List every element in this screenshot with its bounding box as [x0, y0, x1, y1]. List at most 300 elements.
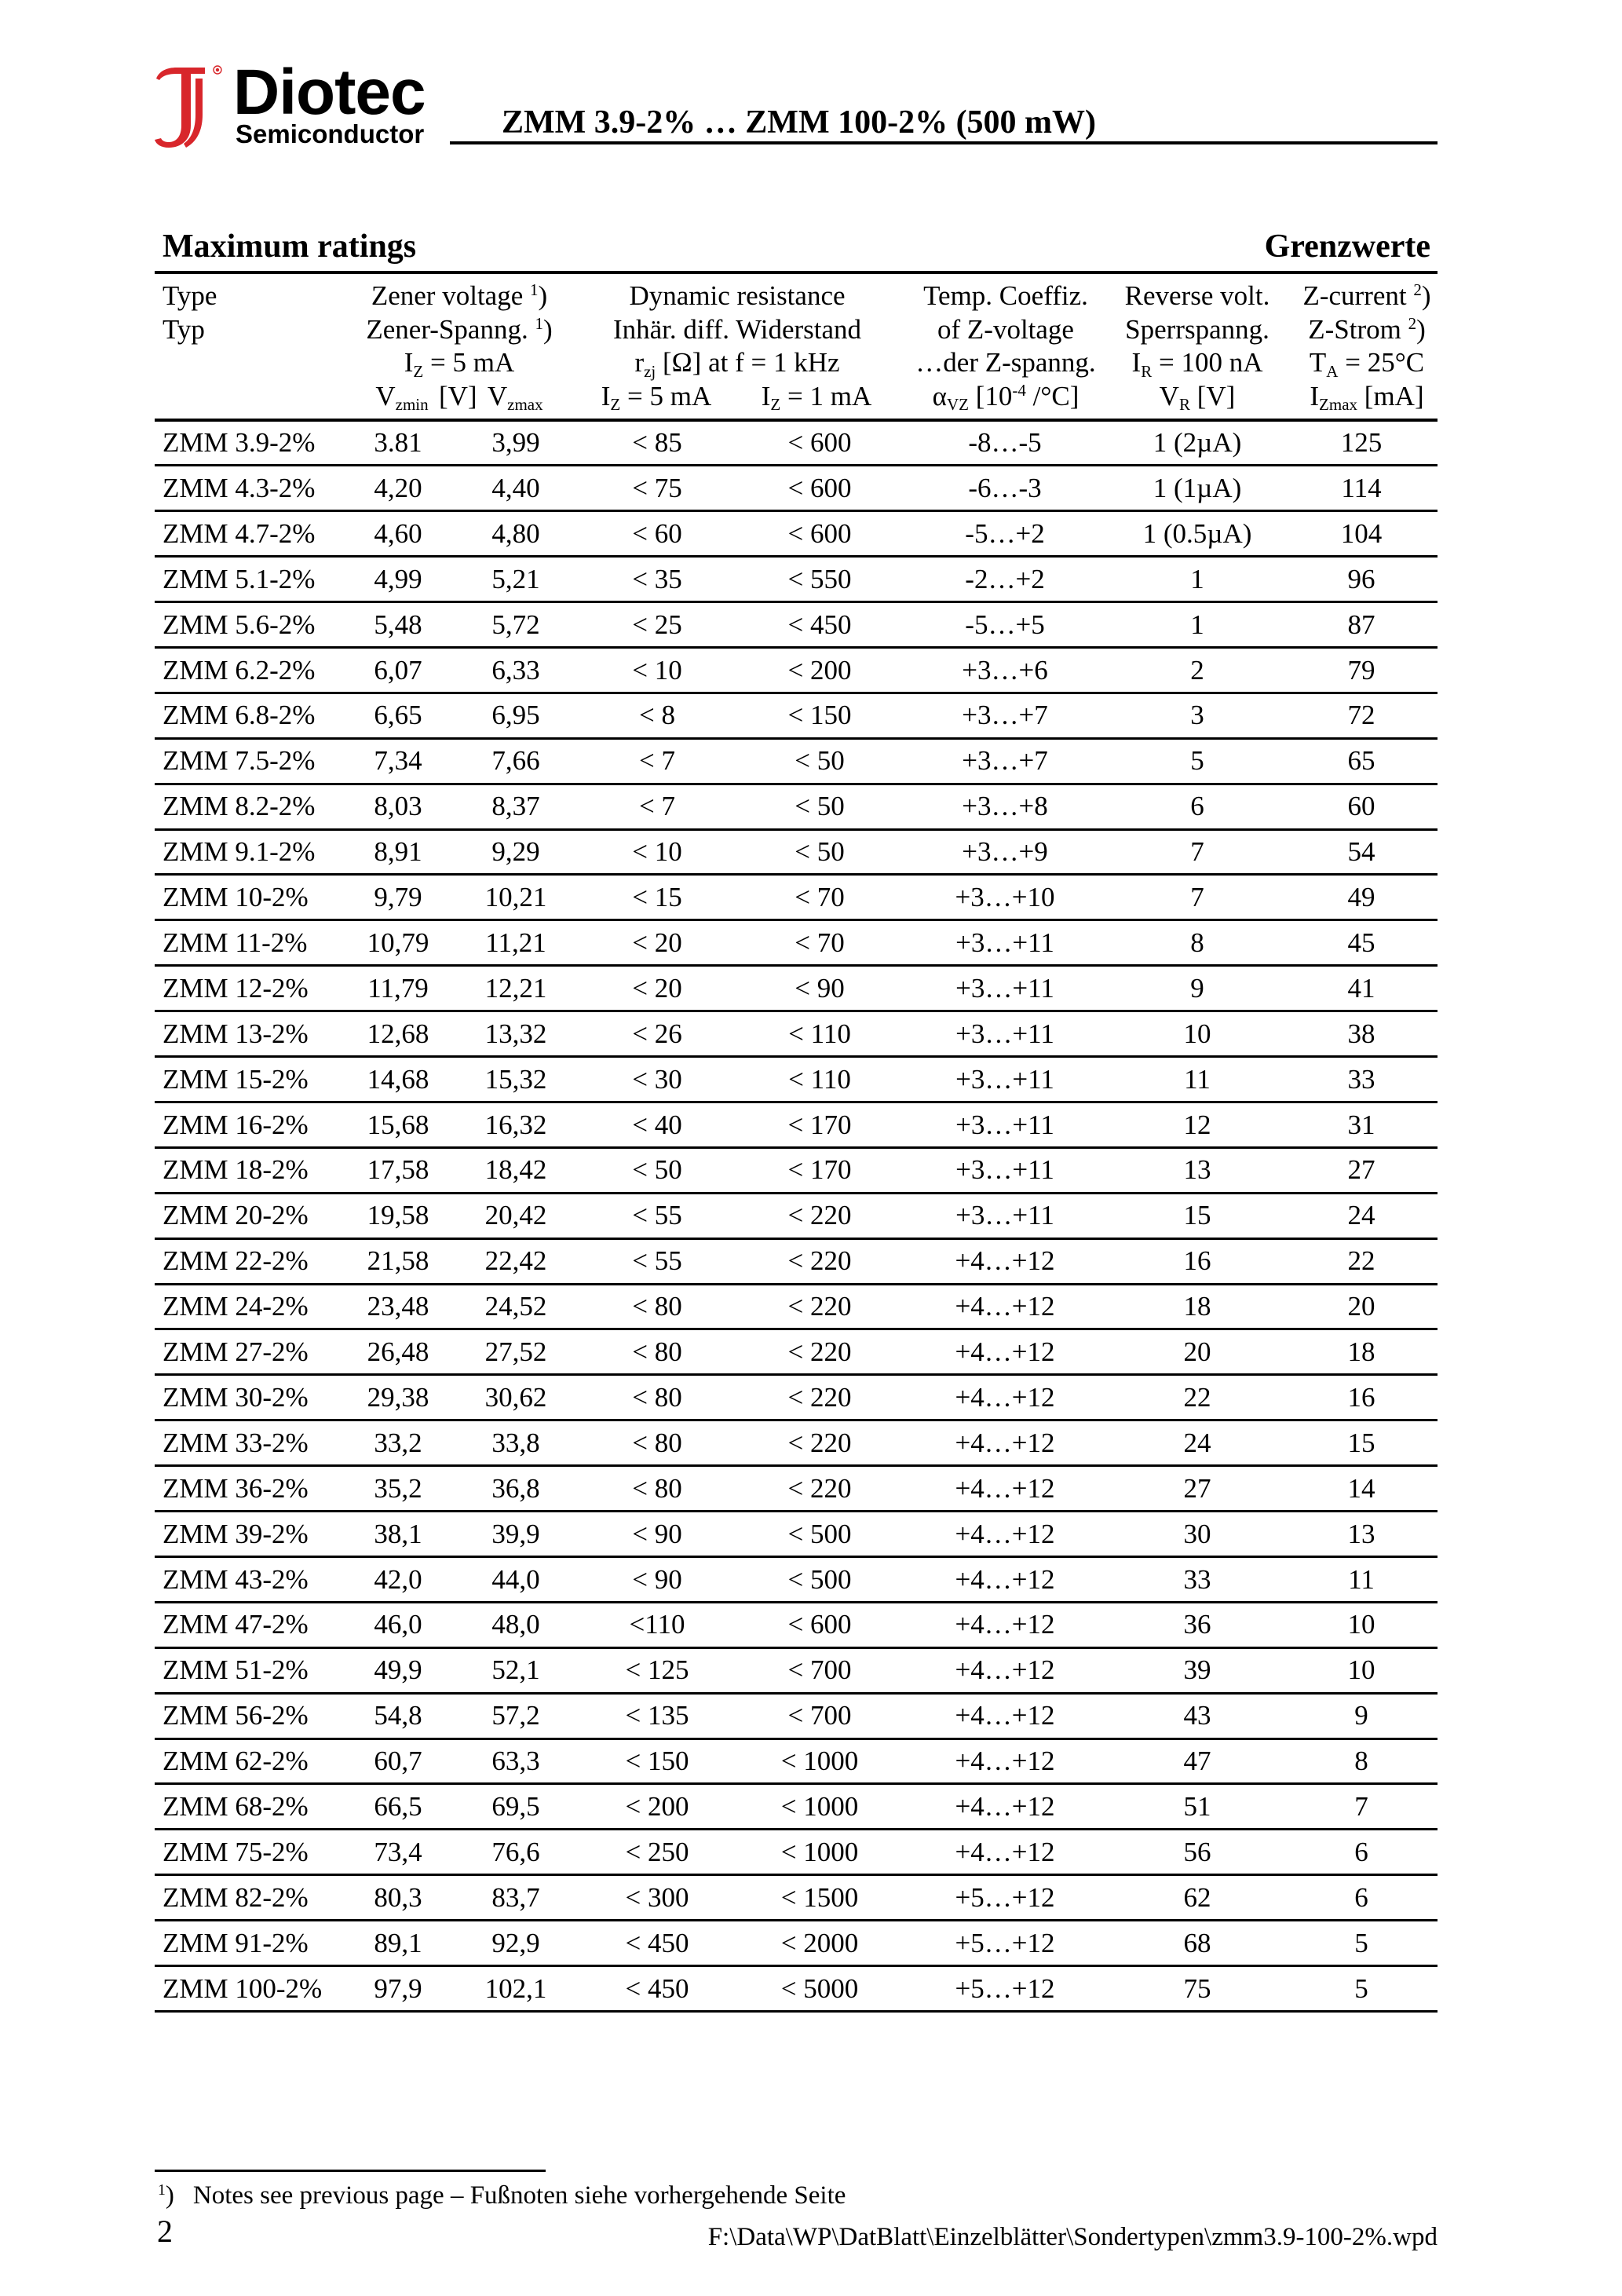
cell-vz-min: 9,79: [374, 882, 422, 912]
cell-reverse-current-at-vr: 10: [1183, 1018, 1211, 1049]
cell-rzj-iz-5ma: < 15: [632, 882, 682, 912]
cell-rzj-iz-5ma: < 80: [632, 1381, 682, 1413]
header-dynamic-de: Inhär. diff. Widerstand: [612, 313, 862, 345]
cell-type: ZMM 5.1-2%: [163, 563, 316, 594]
footnote-ref: 1: [529, 280, 539, 300]
cell-rzj-iz-1ma: < 220: [787, 1381, 852, 1413]
cell-type: ZMM 47-2%: [163, 1609, 309, 1640]
cell-vz-min: 10,79: [367, 927, 429, 958]
cell-vz-min: 42,0: [374, 1563, 422, 1595]
symbol: T: [1309, 347, 1327, 378]
footnote-rule: [155, 2170, 546, 2172]
cell-rzj-iz-5ma: < 40: [632, 1109, 682, 1140]
cell-iz-max: 11: [1348, 1563, 1375, 1595]
cell-reverse-current-at-vr: 1: [1190, 563, 1204, 594]
cell-iz-max: 65: [1347, 745, 1375, 777]
cell-rzj-iz-1ma: < 450: [787, 609, 852, 640]
cell-rzj-iz-1ma: < 220: [787, 1336, 852, 1367]
cell-iz-max: 5: [1354, 1972, 1368, 2004]
cell-vz-max: 44,0: [491, 1563, 540, 1595]
cell-rzj-iz-5ma: < 80: [632, 1472, 682, 1504]
cell-reverse-current-at-vr: 36: [1183, 1609, 1211, 1640]
file-path: F:\Data\WP\DatBlatt\Einzelblätter\Sondertypen\zmm3.9-100-2%.wpd: [707, 2223, 1438, 2251]
cell-vz-min: 33,2: [374, 1427, 422, 1458]
cell-alpha-vz: +4…+12: [955, 1609, 1055, 1640]
cell-type: ZMM 4.7-2%: [163, 517, 316, 549]
cell-rzj-iz-1ma: < 170: [787, 1154, 852, 1186]
cell-vz-min: 46,0: [374, 1609, 422, 1640]
header-text: Z-current: [1302, 280, 1414, 311]
cell-reverse-current-at-vr: 51: [1183, 1791, 1211, 1822]
cell-iz-max: 15: [1347, 1427, 1375, 1458]
cell-vz-min: 4,99: [374, 563, 422, 594]
cell-iz-max: 8: [1354, 1746, 1368, 1777]
footnote-paren: ): [538, 280, 548, 311]
header-text: [Ω] at f = 1 kHz: [656, 347, 840, 378]
table-row: [155, 1875, 1438, 1921]
footnote-paren: ): [165, 2181, 174, 2210]
cell-rzj-iz-5ma: < 125: [625, 1654, 689, 1686]
header-zcurrent-units: [1302, 380, 1430, 414]
cell-vz-min: 23,48: [367, 1291, 429, 1322]
cell-iz-max: 49: [1347, 882, 1375, 912]
cell-iz-max: 24: [1347, 1200, 1375, 1231]
header-reverse-units: [1125, 380, 1270, 414]
cell-iz-max: 9: [1354, 1700, 1368, 1731]
cell-iz-max: 13: [1347, 1518, 1375, 1549]
cell-vz-max: 30,62: [484, 1381, 547, 1413]
table-row: [155, 829, 1438, 875]
cell-type: ZMM 82-2%: [163, 1881, 309, 1913]
cell-iz-max: 125: [1340, 427, 1383, 458]
cell-reverse-current-at-vr: 7: [1190, 836, 1204, 868]
table-row: [155, 1557, 1438, 1603]
table-row: [155, 1647, 1438, 1693]
cell-type: ZMM 39-2%: [163, 1518, 309, 1549]
cell-reverse-current-at-vr: 1 (0.5µA): [1142, 517, 1252, 549]
cell-vz-min: 89,1: [374, 1927, 422, 1958]
cell-reverse-current-at-vr: 5: [1190, 745, 1204, 777]
cell-vz-max: 48,0: [491, 1609, 540, 1640]
cell-type: ZMM 33-2%: [163, 1427, 309, 1458]
cell-alpha-vz: -6…-3: [968, 472, 1042, 503]
symbol: V: [1159, 380, 1179, 411]
cell-reverse-current-at-vr: 33: [1183, 1563, 1211, 1595]
cell-rzj-iz-1ma: < 1000: [780, 1836, 859, 1867]
cell-alpha-vz: +4…+12: [955, 1563, 1055, 1595]
cell-rzj-iz-1ma: < 70: [795, 882, 845, 912]
table-top-rule: [155, 271, 1438, 274]
table-row: [155, 1147, 1438, 1193]
table-row: [155, 1830, 1438, 1875]
cell-reverse-current-at-vr: 11: [1184, 1063, 1211, 1095]
table-row: [155, 1966, 1438, 2012]
cell-rzj-iz-5ma: < 60: [632, 517, 682, 549]
cell-rzj-iz-5ma: < 35: [632, 563, 682, 594]
cell-rzj-iz-1ma: < 500: [787, 1518, 852, 1549]
cell-rzj-iz-5ma: < 80: [632, 1336, 682, 1367]
cell-iz-max: 114: [1341, 472, 1382, 503]
cell-iz-max: 31: [1347, 1109, 1375, 1140]
cell-type: ZMM 8.2-2%: [163, 791, 316, 822]
cell-rzj-iz-1ma: < 600: [787, 472, 852, 503]
cell-vz-min: 66,5: [374, 1791, 422, 1822]
cell-iz-max: 104: [1340, 517, 1383, 549]
cell-vz-min: 21,58: [367, 1245, 429, 1277]
cell-type: ZMM 36-2%: [163, 1472, 309, 1504]
cell-rzj-iz-5ma: < 10: [632, 836, 682, 868]
cell-vz-max: 57,2: [491, 1700, 540, 1731]
cell-vz-min: 26,48: [367, 1336, 429, 1367]
cell-rzj-iz-5ma: < 55: [632, 1245, 682, 1277]
cell-reverse-current-at-vr: 3: [1190, 700, 1204, 731]
unit: [10: [968, 380, 1013, 411]
symbol: I: [761, 380, 771, 411]
cell-vz-min: 8,03: [374, 791, 422, 822]
cell-vz-max: 5,21: [491, 563, 540, 594]
cell-type: ZMM 15-2%: [163, 1063, 309, 1095]
cell-rzj-iz-5ma: < 80: [632, 1291, 682, 1322]
table-row: [155, 1738, 1438, 1784]
cell-alpha-vz: -5…+5: [965, 609, 1045, 640]
header-text: = 1 mA: [780, 380, 872, 411]
cell-rzj-iz-1ma: < 220: [787, 1245, 852, 1277]
table-row: [155, 966, 1438, 1011]
brand-name: Diotec: [233, 57, 426, 128]
cell-type: ZMM 5.6-2%: [163, 609, 316, 640]
cell-alpha-vz: +3…+7: [962, 700, 1048, 731]
cell-alpha-vz: +3…+9: [962, 836, 1048, 868]
symbol: I: [404, 347, 414, 378]
cell-rzj-iz-5ma: < 30: [632, 1063, 682, 1095]
header-zener-condition: [366, 346, 552, 380]
cell-vz-min: 19,58: [367, 1200, 429, 1231]
section-title-en: Maximum ratings: [163, 229, 417, 265]
cell-vz-min: 11,79: [367, 972, 429, 1004]
cell-rzj-iz-1ma: < 50: [795, 791, 845, 822]
cell-reverse-current-at-vr: 20: [1183, 1336, 1211, 1367]
cell-vz-min: 49,9: [374, 1654, 422, 1686]
cell-alpha-vz: +3…+11: [955, 972, 1054, 1004]
cell-vz-min: 60,7: [374, 1746, 422, 1777]
cell-reverse-current-at-vr: 56: [1183, 1836, 1211, 1867]
symbol: I: [601, 380, 611, 411]
cell-alpha-vz: +4…+12: [955, 1518, 1055, 1549]
cell-vz-min: 3.81: [374, 427, 422, 458]
cell-rzj-iz-5ma: < 150: [625, 1746, 689, 1777]
cell-reverse-current-at-vr: 1: [1190, 609, 1204, 640]
cell-rzj-iz-5ma: < 90: [632, 1563, 682, 1595]
cell-iz-max: 16: [1347, 1381, 1375, 1413]
header-temp-coefficient: [915, 280, 1095, 413]
symbol: I: [1310, 380, 1320, 411]
cell-alpha-vz: +4…+12: [955, 1472, 1055, 1504]
cell-type: ZMM 100-2%: [163, 1972, 323, 2004]
cell-vz-max: 13,32: [484, 1018, 547, 1049]
cell-type: ZMM 6.8-2%: [163, 700, 316, 731]
cell-alpha-vz: -5…+2: [965, 517, 1045, 549]
cell-rzj-iz-1ma: < 110: [788, 1018, 851, 1049]
table-row: [155, 1921, 1438, 1966]
cell-rzj-iz-5ma: < 50: [632, 1154, 682, 1186]
header-temp-l2: of Z-voltage: [937, 313, 1074, 345]
cell-vz-min: 6,07: [374, 654, 422, 686]
header-temp-l1: Temp. Coeffiz.: [923, 280, 1088, 311]
cell-iz-max: 96: [1347, 563, 1375, 594]
cell-type: ZMM 75-2%: [163, 1836, 309, 1867]
cell-type: ZMM 56-2%: [163, 1700, 309, 1731]
cell-rzj-iz-1ma: < 500: [787, 1563, 852, 1595]
cell-type: ZMM 4.3-2%: [163, 472, 316, 503]
header-z-current: [1302, 280, 1430, 413]
header-text: = 5 mA: [423, 347, 515, 378]
cell-vz-max: 33,8: [491, 1427, 540, 1458]
symbol: r: [634, 347, 645, 378]
cell-alpha-vz: +3…+11: [955, 1018, 1054, 1049]
header-zener-de: [366, 313, 552, 347]
header-text: Z-Strom: [1308, 313, 1408, 345]
cell-rzj-iz-1ma: < 220: [787, 1200, 852, 1231]
header-text: Zener voltage: [371, 280, 530, 311]
cell-alpha-vz: +4…+12: [955, 1791, 1055, 1822]
cell-rzj-iz-1ma: < 550: [787, 563, 852, 594]
cell-rzj-iz-5ma: < 8: [639, 700, 675, 731]
header-zener-units: [366, 380, 552, 414]
cell-type: ZMM 9.1-2%: [163, 836, 316, 868]
cell-alpha-vz: +4…+12: [955, 1336, 1055, 1367]
cell-vz-max: 16,32: [484, 1109, 547, 1140]
cell-iz-max: 45: [1347, 927, 1375, 958]
cell-vz-max: 15,32: [484, 1063, 547, 1095]
cell-reverse-current-at-vr: 43: [1183, 1700, 1211, 1731]
cell-iz-max: 38: [1347, 1018, 1375, 1049]
header-type: [163, 280, 217, 346]
cell-vz-max: 92,9: [491, 1927, 540, 1958]
cell-rzj-iz-1ma: < 90: [795, 972, 845, 1004]
cell-reverse-current-at-vr: 8: [1190, 927, 1204, 958]
cell-vz-min: 73,4: [374, 1836, 422, 1867]
cell-rzj-iz-1ma: < 110: [788, 1063, 851, 1095]
cell-rzj-iz-1ma: < 1500: [780, 1881, 859, 1913]
cell-alpha-vz: +4…+12: [955, 1700, 1055, 1731]
cell-type: ZMM 68-2%: [163, 1791, 309, 1822]
cell-reverse-current-at-vr: 39: [1183, 1654, 1211, 1686]
cell-rzj-iz-1ma: < 70: [795, 927, 845, 958]
cell-reverse-current-at-vr: 15: [1183, 1200, 1211, 1231]
subscript: VZ: [946, 395, 969, 415]
header-type-de: Typ: [163, 313, 205, 345]
cell-iz-max: 6: [1354, 1881, 1368, 1913]
cell-rzj-iz-5ma: < 10: [632, 654, 682, 686]
unit: [V]: [1189, 380, 1236, 411]
page-number: 2: [157, 2214, 173, 2249]
table-row: [155, 1011, 1438, 1057]
header-zcurrent-de: [1302, 313, 1430, 347]
cell-vz-max: 36,8: [491, 1472, 540, 1504]
cell-reverse-current-at-vr: 16: [1183, 1245, 1211, 1277]
cell-iz-max: 22: [1347, 1245, 1375, 1277]
footnote: [158, 2182, 846, 2209]
table-row: [155, 602, 1438, 648]
symbol: V: [375, 380, 396, 411]
cell-vz-max: 9,29: [491, 836, 540, 868]
header-reverse-condition: [1125, 346, 1270, 380]
table-row: [155, 1784, 1438, 1830]
header-dynamic-iz-1ma: [762, 380, 871, 414]
cell-type: ZMM 11-2%: [163, 927, 308, 958]
cell-rzj-iz-1ma: < 1000: [780, 1791, 859, 1822]
table-row: [155, 466, 1438, 511]
header-text: = 5 mA: [620, 380, 712, 411]
section-title-de: Grenzwerte: [1264, 229, 1430, 265]
cell-rzj-iz-1ma: < 170: [787, 1109, 852, 1140]
cell-reverse-current-at-vr: 1 (2µA): [1153, 427, 1242, 458]
subscript: Z: [610, 395, 621, 415]
cell-iz-max: 79: [1347, 654, 1375, 686]
cell-iz-max: 27: [1347, 1154, 1375, 1186]
table-row: [155, 1602, 1438, 1647]
cell-vz-min: 12,68: [367, 1018, 429, 1049]
cell-alpha-vz: +4…+12: [955, 1836, 1055, 1867]
cell-type: ZMM 10-2%: [163, 882, 309, 912]
header-dynamic-resistance: [613, 280, 861, 380]
cell-vz-max: 27,52: [484, 1336, 547, 1367]
cell-rzj-iz-5ma: < 250: [625, 1836, 689, 1867]
cell-vz-max: 6,95: [491, 700, 540, 731]
cell-iz-max: 60: [1347, 791, 1375, 822]
cell-vz-max: 3,99: [491, 427, 540, 458]
table-row: [155, 1420, 1438, 1466]
cell-reverse-current-at-vr: 12: [1183, 1109, 1211, 1140]
header-temp-l3: …der Z-spanng.: [915, 347, 1096, 378]
footnote-ref: 2: [1408, 313, 1417, 333]
brand-tagline: Semiconductor: [236, 119, 425, 148]
cell-iz-max: 14: [1347, 1472, 1375, 1504]
cell-alpha-vz: +3…+6: [962, 654, 1048, 686]
table-row: [155, 1466, 1438, 1512]
cell-vz-min: 5,48: [374, 609, 422, 640]
cell-vz-max: 69,5: [491, 1791, 540, 1822]
header-zcurrent-en: [1302, 280, 1430, 313]
footnote-paren: ): [1421, 280, 1431, 311]
table-row: [155, 1284, 1438, 1329]
symbol: α: [932, 380, 947, 411]
table-row: [155, 1512, 1438, 1557]
table-row: [155, 1375, 1438, 1420]
table-row: [155, 1329, 1438, 1375]
cell-vz-max: 83,7: [491, 1881, 540, 1913]
cell-vz-min: 80,3: [374, 1881, 422, 1913]
subscript: A: [1326, 361, 1339, 381]
cell-vz-max: 11,21: [485, 927, 546, 958]
cell-type: ZMM 18-2%: [163, 1154, 309, 1186]
cell-type: ZMM 3.9-2%: [163, 427, 316, 458]
cell-type: ZMM 24-2%: [163, 1291, 309, 1322]
subscript: Zmax: [1319, 395, 1358, 415]
cell-type: ZMM 22-2%: [163, 1245, 309, 1277]
table-row: [155, 693, 1438, 738]
cell-type: ZMM 91-2%: [163, 1927, 309, 1958]
cell-vz-max: 20,42: [484, 1200, 547, 1231]
cell-vz-min: 38,1: [374, 1518, 422, 1549]
cell-iz-max: 87: [1347, 609, 1375, 640]
cell-rzj-iz-1ma: < 220: [787, 1291, 852, 1322]
cell-type: ZMM 62-2%: [163, 1746, 309, 1777]
cell-alpha-vz: +4…+12: [955, 1654, 1055, 1686]
cell-alpha-vz: +4…+12: [955, 1245, 1055, 1277]
cell-rzj-iz-5ma: < 90: [632, 1518, 682, 1549]
cell-alpha-vz: +4…+12: [955, 1291, 1055, 1322]
cell-vz-min: 7,34: [374, 745, 422, 777]
cell-iz-max: 41: [1347, 972, 1375, 1004]
cell-reverse-current-at-vr: 68: [1183, 1927, 1211, 1958]
cell-reverse-current-at-vr: 27: [1183, 1472, 1211, 1504]
cell-reverse-current-at-vr: 7: [1190, 882, 1204, 912]
cell-vz-min: 4,60: [374, 517, 422, 549]
cell-vz-max: 76,6: [491, 1836, 540, 1867]
cell-rzj-iz-5ma: < 450: [625, 1972, 689, 2004]
cell-alpha-vz: +3…+11: [955, 1154, 1054, 1186]
cell-vz-max: 5,72: [491, 609, 540, 640]
cell-rzj-iz-1ma: < 2000: [780, 1927, 859, 1958]
cell-vz-max: 12,21: [484, 972, 547, 1004]
header-text: = 25°C: [1338, 347, 1425, 378]
unit: [V]: [438, 380, 477, 411]
unit: [mA]: [1357, 380, 1424, 411]
cell-rzj-iz-5ma: < 20: [632, 927, 682, 958]
header-temp-units: [915, 380, 1095, 414]
cell-rzj-iz-5ma: < 80: [632, 1427, 682, 1458]
cell-rzj-iz-5ma: < 7: [639, 791, 675, 822]
header-text: Zener-Spanng.: [366, 313, 535, 345]
cell-rzj-iz-1ma: < 200: [787, 654, 852, 686]
subscript: zmax: [507, 395, 543, 415]
subscript: R: [1178, 395, 1190, 415]
cell-reverse-current-at-vr: 62: [1183, 1881, 1211, 1913]
subscript: R: [1141, 361, 1153, 381]
cell-reverse-current-at-vr: 47: [1183, 1746, 1211, 1777]
cell-vz-max: 18,42: [484, 1154, 547, 1186]
subscript: Z: [770, 395, 781, 415]
cell-reverse-current-at-vr: 18: [1183, 1291, 1211, 1322]
cell-rzj-iz-1ma: < 600: [787, 427, 852, 458]
cell-type: ZMM 43-2%: [163, 1563, 309, 1595]
cell-alpha-vz: -8…-5: [968, 427, 1042, 458]
cell-vz-min: 4,20: [374, 472, 422, 503]
cell-iz-max: 20: [1347, 1291, 1375, 1322]
table-row: [155, 511, 1438, 557]
header-reverse-de: Sperrspanng.: [1125, 313, 1269, 345]
cell-rzj-iz-5ma: < 7: [639, 745, 675, 777]
cell-rzj-iz-1ma: < 600: [787, 517, 852, 549]
cell-rzj-iz-5ma: < 25: [632, 609, 682, 640]
cell-vz-max: 4,80: [491, 517, 540, 549]
cell-alpha-vz: +3…+11: [955, 927, 1054, 958]
table-row: [155, 420, 1438, 466]
cell-alpha-vz: +3…+11: [955, 1063, 1054, 1095]
cell-rzj-iz-1ma: < 220: [787, 1472, 852, 1504]
header-reverse-en: Reverse volt.: [1124, 280, 1270, 311]
cell-rzj-iz-5ma: < 200: [625, 1791, 689, 1822]
table-row: [155, 1193, 1438, 1238]
cell-alpha-vz: +3…+7: [962, 745, 1048, 777]
cell-rzj-iz-1ma: < 150: [787, 700, 852, 731]
cell-reverse-current-at-vr: 30: [1183, 1518, 1211, 1549]
cell-alpha-vz: +5…+12: [955, 1972, 1055, 2004]
cell-alpha-vz: +3…+11: [955, 1200, 1054, 1231]
cell-iz-max: 5: [1354, 1927, 1368, 1958]
cell-iz-max: 72: [1347, 700, 1375, 731]
